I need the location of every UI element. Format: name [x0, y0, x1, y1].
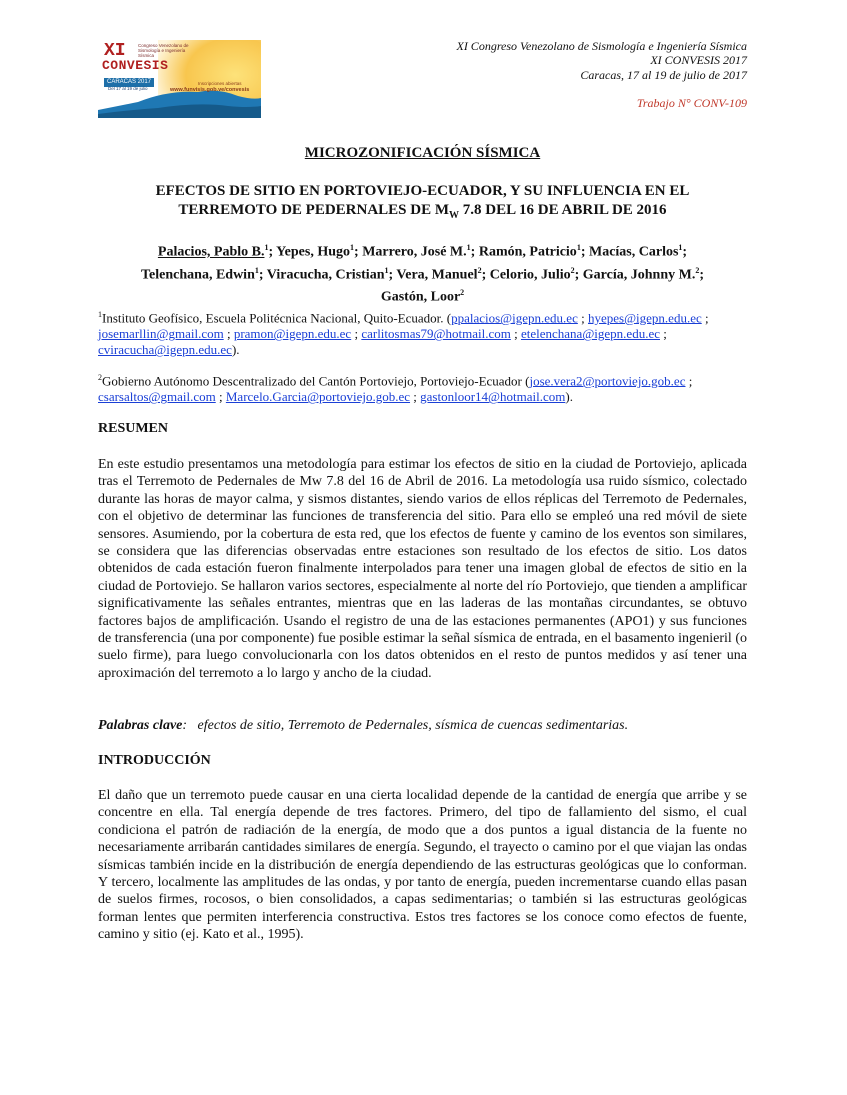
subtitle-magnitude-sub: W [449, 210, 460, 221]
resumen-paragraph: En este estudio presentamos una metodología para estimar los efectos de sitio en la ciudad de Portoviejo, aplicada tras el Terremoto de Pedernales de Mw 7.8 del 16 de Abril de 2016. La metodología usa ruido sísmico, colectado durante las horas de mayor calma, y sismos distantes, siendo varios de ellos réplicas del Terremoto de Pedernales, con el objetivo de determinar las funciones de transferencia del sitio. Para ello se empleó una red móvil de siete sensores. Asumiendo, por la cobertura de esta red, que los efectos de fuente y camino de los eventos son similares, se considera que las diferencias observadas entre estaciones son resultado de los efectos de sitio. Los datos obtenidos de cada estación fueron finalmente interpolados para tener una imagen global de efectos de sitio en la ciudad de Portoviejo. Se hallaron varios sectores, especialmente al norte del río Portoviejo, que tienden a amplificar significativamente las señales entrantes, mientras que en las laderas de las montañas circundantes, se obtuvo factores bajos de amplificación. Usando el registro de una de las estaciones permanentes (APO1) y sus funciones de transferencia (una por componente) fue posible estimar la señal sísmica de entrada, en el basamento ingenieril (o suelo firme), para luego convolucionarla con los datos obtenidos en el resto de puntos medidos y así tener una aproximación del terremoto a lo largo y ancho de la ciudad. [98, 457, 747, 681]
affiliation-close: ). [231, 342, 240, 358]
email-link[interactable]: Marcelo.Garcia@portoviejo.gob.ec [225, 389, 411, 405]
affiliation-close: ). [565, 389, 573, 405]
subtitle-line-2-pre: TERREMOTO DE PEDERNALES DE M [178, 202, 450, 218]
affiliation-1: $^1$Instituto Geofísico, Escuela Politécnica Nacional, Quito-Ecuador. (ppalacios@igepn.edu.ec ; hyepes@igepn.edu.ec ; josemarllin@gmail.com ; pramon@igepn.edu.ec ; carlitosmas79@hotmail.com ; etelenchana@igepn.edu.ec ; cviracucha@igepn.edu.ec). [98, 310, 709, 358]
logo-name: CONVESIS [102, 58, 169, 73]
author-affiliation: 2 [695, 265, 700, 275]
subtitle-line-2 [98, 201, 747, 225]
affiliation-text: Gobierno Autónomo Descentralizado del Cantón Portoviejo, Portoviejo-Ecuador ( [102, 373, 530, 389]
email-link[interactable]: csarsaltos@gmail.com [98, 389, 216, 405]
affiliation-2: $^2$Gobierno Autónomo Descentralizado del Cantón Portoviejo, Portoviejo-Ecuador (jose.vera2@portoviejo.gob.ec ; csarsaltos@gmail.com ; Marcelo.Garcia@portoviejo.gob.ec ; gastonloor14@hotmail.com). [98, 373, 693, 405]
author-affiliation: 1 [576, 243, 581, 252]
keywords [98, 718, 628, 734]
author-affiliation: 1 [254, 265, 259, 275]
author-affiliation: 1 [466, 243, 471, 252]
author-affiliation: 1 [384, 265, 389, 275]
author-affiliation: 2 [477, 265, 482, 275]
logo-badge: CARACAS 2017 [104, 78, 154, 87]
email-link[interactable]: cviracucha@igepn.edu.ec [98, 342, 232, 358]
keywords-label: Palabras clave [98, 718, 183, 733]
header-paper-number: Trabajo N° CONV-109 [636, 95, 747, 110]
author-affiliation: 2 [570, 265, 575, 275]
affiliation-number: 1 [98, 310, 102, 319]
logo-inscriptions: Inscripciones abiertas [198, 81, 242, 86]
keywords-separator: : [182, 718, 198, 733]
page-header [456, 39, 747, 110]
header-location: Caracas, 17 al 19 de julio de 2017 [580, 67, 747, 82]
author-line-2: Telenchana, Edwin$^1$; Viracucha, Cristian$^1$; Vera, Manuel$^2$; Celorio, Julio$^2$; García, Johnny M.$^2$; [141, 265, 704, 283]
intro-paragraph: El daño que un terremoto puede causar en una cierta localidad depende de la cantidad de energía que arribe y se concentre en ella. Tal energía depende de tres factores. Primero, del tipo de fallamiento del sismo, el cual condiciona el patrón de radiación de la energía, de modo que a dos puntos a igual distancia de la fuente no necesariamente arribarán cantidades similares de energía. Segundo, el trayecto o camino por el que viajan las ondas sísmicas también incide en la distribución de energía dependiendo de las estructuras geológicas que lo conforman. Y tercero, localmente las amplitudes de las ondas, y por tanto de energía, pueden incrementarse cuando ellas pasan de suelos firmes, rocosos, o bien consolidados, a capas sedimentarias; o también si las estructuras geológicas forman lentes que permiten interferencia constructiva. Estos tres factores se los conoce como efectos de fuente, camino y sitio (ej. Kato et al., 1995). [98, 788, 747, 943]
resumen-heading: RESUMEN [98, 421, 169, 436]
author-affiliation: 1 [678, 243, 683, 252]
email-link[interactable]: pramon@igepn.edu.ec [233, 326, 352, 342]
author-name: García, Johnny M. [582, 267, 696, 283]
email-link[interactable]: hyepes@igepn.edu.ec [587, 310, 702, 326]
convesis-logo [98, 40, 261, 118]
email-link[interactable]: josemarllin@gmail.com [98, 326, 224, 342]
author-name: Yepes, Hugo [276, 244, 351, 260]
page-title: MICROZONIFICACIÓN SÍSMICA [304, 145, 541, 161]
email-link[interactable]: gastonloor14@hotmail.com [420, 389, 566, 405]
affiliation-text: Instituto Geofísico, Escuela Politécnica Nacional, Quito-Ecuador. ( [102, 310, 452, 326]
author-name: Vera, Manuel [396, 267, 478, 283]
subtitle-line-2-post: 7.8 DEL 16 DE ABRIL DE 2016 [459, 202, 667, 218]
affiliation-number: 2 [98, 373, 102, 382]
author-affiliation: 1 [264, 243, 269, 252]
email-link[interactable]: jose.vera2@portoviejo.gob.ec [529, 373, 686, 389]
author-name: Viracucha, Cristian [266, 267, 385, 283]
author-line-1: Palacios, Pablo B.$^1$; Yepes, Hugo$^1$; Marrero, José M.$^1$; Ramón, Patricio$^1$; Macías, Carlos$^1$; [157, 243, 688, 260]
logo-tagline: Congreso Venezolano de Sismología e Ingeniería Sísmica [138, 43, 189, 58]
author-name: Gastón, Loor [380, 289, 461, 305]
paper-subtitle [98, 182, 747, 225]
author-line-3 [98, 284, 747, 307]
header-edition: XI CONVESIS 2017 [650, 53, 747, 68]
author-affiliation: 1 [350, 243, 355, 252]
logo-dates: Del 17 al 19 de julio [108, 86, 148, 91]
author-name: Palacios, Pablo B. [157, 244, 265, 260]
subtitle-line-1: EFECTOS DE SITIO EN PORTOVIEJO-ECUADOR, Y SU INFLUENCIA EN EL [155, 183, 690, 199]
logo-url: www.funvisis.gob.ve/convesis [170, 87, 250, 93]
email-link[interactable]: carlitosmas79@hotmail.com [361, 326, 511, 342]
logo-xi-text: XI [104, 41, 126, 61]
author-name: Ramón, Patricio [478, 244, 577, 260]
email-link[interactable]: etelenchana@igepn.edu.ec [520, 326, 660, 342]
intro-heading: INTRODUCCIÓN [98, 753, 211, 768]
author-name: Celorio, Julio [489, 267, 571, 283]
author-name: Marrero, José M. [362, 244, 467, 260]
author-affiliation: 2 [460, 288, 465, 298]
author-list [98, 239, 747, 307]
email-link[interactable]: ppalacios@igepn.edu.ec [451, 310, 578, 326]
author-name: Telenchana, Edwin [141, 267, 255, 283]
author-name: Macías, Carlos [588, 244, 679, 260]
header-conference: XI Congreso Venezolano de Sismología e Ingeniería Sísmica [456, 39, 747, 53]
keywords-text: efectos de sitio, Terremoto de Pedernales, sísmica de cuencas sedimentarias. [197, 718, 629, 733]
